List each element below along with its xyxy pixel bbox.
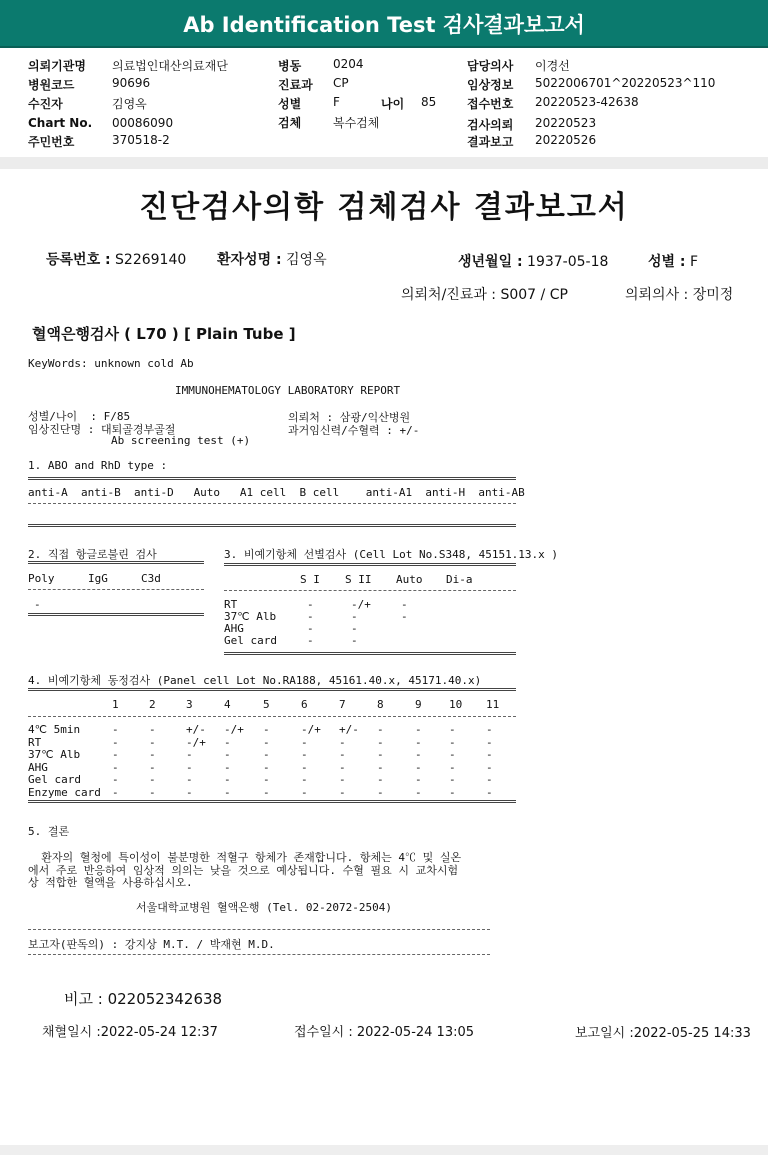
divider — [28, 477, 516, 480]
panel-cell: - — [449, 785, 456, 799]
abo-rhd-title: 1. ABO and RhD type : — [28, 459, 168, 472]
header-field-3-label: 수진자 — [28, 97, 63, 111]
header-field-5 — [28, 133, 170, 150]
header-field-right-2 — [467, 76, 716, 93]
panel-cell: - — [415, 723, 422, 736]
diagnosis-line2: Ab screening test (+) — [111, 434, 251, 447]
reporter-line: 보고자(판독의) : 강지상 M.T. / 박재현 M.D. — [28, 938, 275, 951]
header-value: CP — [333, 76, 349, 90]
dat-header-c3d: C3d — [141, 572, 161, 585]
panel-cell: - — [449, 748, 456, 761]
panel-cell: - — [263, 760, 270, 774]
conclusion-line-2: 에서 주로 반응하여 임상적 의의는 낮을 것으로 예상됩니다. 수혈 필요 시 교차시험 — [28, 864, 459, 877]
dat-header-igg: IgG — [88, 572, 108, 585]
panel-cell: - — [301, 760, 308, 774]
panel-cell: - — [301, 785, 308, 799]
header-field-right-5-label: 결과보고 — [467, 135, 514, 149]
header-value: 김영옥 — [112, 97, 147, 111]
panel-cell: - — [339, 785, 346, 799]
header-field-mid-3-label: 성별 — [278, 97, 302, 111]
panel-cell: - — [224, 760, 231, 774]
conclusion-line-1: 환자의 혈청에 특이성이 불분명한 적혈구 항체가 존재합니다. 항체는 4℃ 및 실온 — [28, 851, 462, 864]
panel-row-label: AHG — [28, 760, 48, 774]
panel-header-cell: 4 — [224, 698, 231, 711]
clinical-diagnosis: 임상진단명 : 대퇴골경부골절 — [28, 423, 176, 436]
panel-header-cell: 6 — [301, 698, 308, 711]
panel-cell: +/- — [186, 723, 206, 736]
panel-header-cell: 11 — [486, 698, 500, 711]
panel-cell: - — [263, 773, 270, 786]
panel-cell: - — [224, 748, 231, 761]
patient-sex: 성별 : F — [648, 254, 699, 270]
reported-time: 보고일시 :2022-05-25 14:33 — [575, 1026, 751, 1041]
panel-header-cell: 7 — [339, 698, 346, 711]
header-field-right-5 — [467, 133, 597, 150]
panel-header-cell: 5 — [263, 698, 270, 711]
panel-cell: - — [149, 748, 156, 761]
screening-cell: - — [307, 634, 314, 647]
panel-cell: - — [486, 735, 493, 749]
screening-title: 3. 비예기항체 선별검사 (Cell Lot No.S348, 45151.13.x ) — [224, 548, 559, 561]
panel-cell: - — [112, 748, 119, 761]
panel-cell: - — [263, 785, 270, 799]
panel-cell: - — [449, 735, 456, 749]
divider — [224, 563, 516, 566]
pregnancy-transfusion-history: 과거임신력/수혈력 : +/- — [288, 424, 420, 437]
panel-cell: - — [449, 773, 456, 786]
panel-cell: +/- — [339, 723, 359, 736]
panel-header-cell: 3 — [186, 698, 193, 711]
panel-cell: - — [301, 748, 308, 761]
header-field-1 — [28, 57, 228, 74]
header-value: 복수검체 — [333, 116, 380, 130]
panel-cell: - — [263, 723, 270, 736]
header-field-3 — [28, 95, 147, 112]
divider — [224, 652, 516, 655]
header-value: 20220526 — [535, 133, 597, 147]
panel-row-label: Gel card — [28, 773, 81, 786]
patient-name: 환자성명 : 김영옥 — [217, 252, 327, 268]
divider — [224, 590, 516, 591]
header-age-label: 나이 — [381, 97, 405, 111]
remark: 비고 : 022052342638 — [64, 990, 223, 1008]
panel-cell: - — [415, 735, 422, 749]
divider — [28, 503, 516, 504]
header-field-right-2-label: 임상정보 — [467, 78, 514, 92]
screening-header-dia: Di-a — [446, 573, 473, 586]
header-value: 이경선 — [535, 59, 570, 73]
panel-cell: - — [486, 723, 493, 736]
divider — [28, 561, 204, 564]
panel-cell: - — [112, 773, 119, 786]
panel-cell: - — [263, 748, 270, 761]
panel-cell: - — [301, 773, 308, 786]
divider — [28, 929, 490, 930]
panel-cell: - — [449, 760, 456, 774]
header-field-2-label: 병원코드 — [28, 78, 75, 92]
divider — [28, 716, 516, 717]
panel-cell: - — [224, 785, 231, 799]
panel-title: 4. 비예기항체 동정검사 (Panel cell Lot No.RA188, 45161.40.x, 45171.40.x) — [28, 674, 482, 687]
panel-cell: - — [415, 773, 422, 786]
document-title: 진단검사의학 검체검사 결과보고서 — [139, 190, 629, 225]
referral-origin: 의뢰처 : 삼광/익산병원 — [288, 411, 411, 424]
report-title: IMMUNOHEMATOLOGY LABORATORY REPORT — [175, 384, 401, 397]
header-value: 5022006701^20220523^110 — [535, 76, 716, 90]
panel-cell: - — [486, 785, 493, 799]
header-value: 370518-2 — [112, 133, 170, 147]
header-value: 90696 — [112, 76, 151, 90]
panel-cell: - — [186, 785, 193, 799]
divider — [28, 954, 490, 955]
date-of-birth: 생년월일 : 1937-05-18 — [458, 254, 609, 270]
panel-cell: - — [149, 773, 156, 786]
panel-header-cell: 1 — [112, 698, 119, 711]
panel-header-cell: 9 — [415, 698, 422, 711]
conclusion-line-3: 상 적합한 혈액을 사용하십시오. — [28, 876, 193, 889]
panel-cell: -/+ — [224, 723, 244, 736]
panel-cell: - — [339, 773, 346, 786]
panel-cell: - — [377, 773, 384, 786]
screening-cell: - — [307, 610, 314, 623]
header-field-right-1 — [467, 57, 570, 74]
header-value: F — [333, 95, 340, 109]
header-age — [381, 95, 437, 112]
panel-cell: - — [186, 773, 193, 786]
panel-cell: - — [149, 735, 156, 749]
referring-doctor: 의뢰의사 : 장미정 — [625, 287, 734, 303]
collection-time: 채혈일시 :2022-05-24 12:37 — [42, 1025, 218, 1040]
screening-header-s2: S II — [345, 573, 372, 586]
header-field-mid-4-label: 검체 — [278, 116, 302, 130]
header-value: 85 — [421, 95, 437, 109]
panel-cell: - — [377, 785, 384, 799]
divider — [28, 688, 516, 691]
divider — [28, 800, 516, 803]
panel-cell: -/+ — [186, 735, 206, 749]
panel-cell: - — [415, 760, 422, 774]
header-field-mid-1 — [278, 57, 364, 74]
header-field-1-label: 의뢰기관명 — [28, 59, 86, 73]
panel-cell: - — [263, 735, 270, 749]
divider — [28, 613, 204, 616]
panel-cell: - — [301, 735, 308, 749]
dat-title: 2. 직접 항글로불린 검사 — [28, 548, 157, 561]
dat-header-poly: Poly — [28, 572, 55, 585]
screening-cell: - — [351, 634, 358, 647]
header-field-right-4-label: 검사의뢰 — [467, 118, 514, 132]
header-field-mid-2 — [278, 76, 349, 93]
panel-cell: - — [112, 760, 119, 774]
header-field-mid-3 — [278, 95, 340, 112]
conclusion-title: 5. 결론 — [28, 825, 70, 838]
dat-value: - — [34, 598, 41, 611]
panel-cell: - — [339, 735, 346, 749]
report-header-title: Ab Identification Test 검사결과보고서 — [0, 0, 768, 48]
divider — [28, 589, 204, 590]
panel-cell: - — [112, 785, 119, 799]
header-value: 00086090 — [112, 116, 174, 130]
header-value: 20220523-42638 — [535, 95, 639, 109]
screening-row-label: RT — [224, 598, 238, 611]
screening-cell: - — [351, 610, 358, 623]
panel-row-label: 37℃ Alb — [28, 748, 81, 761]
panel-cell: - — [149, 723, 156, 736]
panel-cell: - — [186, 760, 193, 774]
panel-cell: - — [224, 773, 231, 786]
header-value: 20220523 — [535, 116, 597, 130]
registration-number: 등록번호 : S2269140 — [46, 252, 187, 268]
sex-age: 성별/나이 : F/85 — [28, 410, 131, 423]
screening-cell: - — [351, 622, 358, 635]
header-field-mid-2-label: 진료과 — [278, 78, 313, 92]
panel-cell: - — [224, 735, 231, 749]
section-separator — [0, 157, 768, 169]
panel-cell: - — [186, 748, 193, 761]
panel-row-label: RT — [28, 735, 42, 749]
panel-cell: - — [415, 785, 422, 799]
header-field-4-label: Chart No. — [28, 116, 93, 130]
panel-cell: -/+ — [301, 723, 321, 736]
header-field-2 — [28, 76, 151, 93]
received-time: 접수일시 : 2022-05-24 13:05 — [294, 1025, 475, 1040]
panel-row-label: 4℃ 5min — [28, 723, 81, 736]
screening-cell: -/+ — [351, 598, 371, 611]
screening-cell: - — [401, 598, 408, 611]
header-field-right-1-label: 담당의사 — [467, 59, 514, 73]
screening-row-label: AHG — [224, 622, 244, 635]
panel-cell: - — [377, 735, 384, 749]
panel-row-label: Enzyme card — [28, 785, 101, 799]
header-field-4 — [28, 116, 174, 130]
divider — [28, 524, 516, 527]
header-value: 0204 — [333, 57, 364, 71]
panel-cell: - — [486, 748, 493, 761]
screening-cell: - — [401, 610, 408, 623]
panel-cell: - — [149, 760, 156, 774]
keywords: KeyWords: unknown cold Ab — [28, 357, 194, 370]
panel-header-cell: 10 — [449, 698, 463, 711]
screening-header-auto: Auto — [396, 573, 423, 586]
hospital-line: 서울대학교병원 혈액은행 (Tel. 02-2072-2504) — [136, 901, 392, 914]
panel-header-cell: 8 — [377, 698, 384, 711]
referral-department: 의뢰처/진료과 : S007 / CP — [401, 287, 568, 303]
header-value: 의료법인대산의료재단 — [112, 59, 228, 73]
bottom-bar — [0, 1145, 768, 1155]
panel-cell: - — [377, 748, 384, 761]
panel-cell: - — [486, 760, 493, 774]
header-field-right-3 — [467, 95, 639, 112]
screening-cell: - — [307, 598, 314, 611]
screening-row-label: 37℃ Alb — [224, 610, 277, 623]
panel-cell: - — [377, 760, 384, 774]
panel-cell: - — [377, 723, 384, 736]
screening-cell: - — [307, 622, 314, 635]
header-field-mid-1-label: 병동 — [278, 59, 302, 73]
header-field-5-label: 주민번호 — [28, 135, 75, 149]
header-field-right-4 — [467, 116, 597, 133]
panel-cell: - — [149, 785, 156, 799]
panel-cell: - — [339, 748, 346, 761]
blood-bank-section-title: 혈액은행검사 ( L70 ) [ Plain Tube ] — [32, 325, 296, 343]
abo-rhd-headers: anti-A anti-B anti-D Auto A1 cell B cell anti-A1 anti-H anti-AB — [28, 486, 525, 499]
panel-header-cell: 2 — [149, 698, 156, 711]
panel-cell: - — [339, 760, 346, 774]
header-field-right-3-label: 접수번호 — [467, 97, 514, 111]
panel-cell: - — [415, 748, 422, 761]
screening-header-s1: S I — [300, 573, 320, 586]
screening-row-label: Gel card — [224, 634, 277, 647]
panel-cell: - — [486, 773, 493, 786]
panel-cell: - — [112, 735, 119, 749]
panel-cell: - — [449, 723, 456, 736]
panel-cell: - — [112, 723, 119, 736]
header-field-mid-4 — [278, 114, 380, 131]
